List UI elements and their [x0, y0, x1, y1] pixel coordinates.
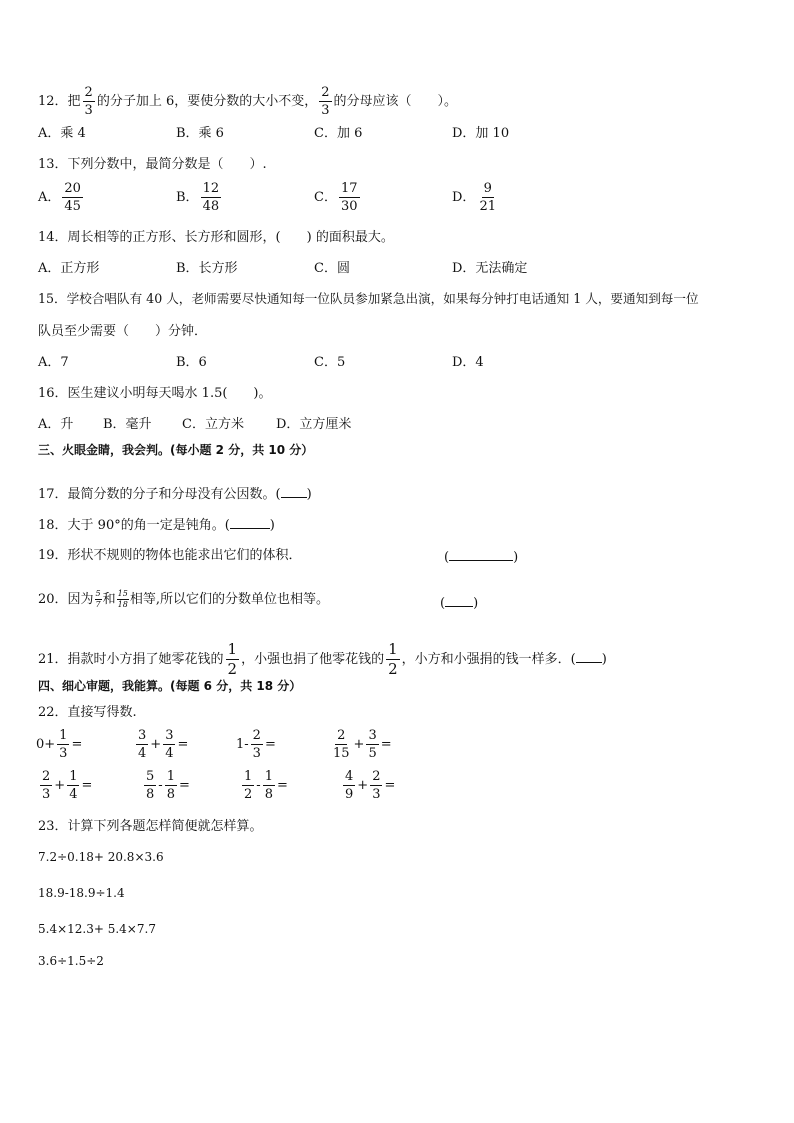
question-16: 16．医生建议小明每天喝水 1.5( )。 [38, 386, 272, 401]
question-12 [38, 86, 457, 117]
operator: + [150, 737, 162, 752]
q22-row-2-expression-2[interactable] [142, 770, 190, 801]
q22-row-1-expression-4[interactable] [329, 729, 392, 760]
q14-option-b[interactable]: B．长方形 [176, 261, 238, 276]
q14-option-d[interactable]: D．无法确定 [452, 261, 528, 276]
expression-prefix: 0+ [36, 737, 56, 752]
q13-option-c[interactable]: C． $\frac{17}{30}$ [314, 181, 358, 214]
section-3-heading: 三、火眼金睛，我会判。(每小题 2 分，共 10 分） [38, 443, 314, 457]
q22-row-2-expression-4[interactable] [341, 770, 395, 801]
q16-option-d[interactable]: D．立方厘米 [276, 417, 352, 432]
q22-row-1-expression-3[interactable] [236, 729, 276, 760]
question-20: 20．因为 $\frac{5}{7}$ 和 $\frac{15}{18}$ 相等,所以它们的分数单位也相等。 [38, 589, 329, 609]
q19-answer: ( ) [444, 550, 519, 565]
operator: + [54, 778, 66, 793]
q12-middle: 的分子加上 6，要使分数的大小不变， [96, 94, 318, 109]
expression-prefix: 1- [236, 737, 249, 752]
equals-sign: = [276, 778, 288, 793]
question-15-line-2: 队员至少需要（ ）分钟． [38, 324, 208, 339]
question-23: 23．计算下列各题怎样简便就怎样算。 [38, 819, 263, 834]
q15-option-a[interactable]: A．7 [38, 355, 69, 370]
question-18: 18．大于 90°的角一定是钝角。( ) [38, 518, 275, 533]
q21-fraction-2: $\frac{1}{2}$ [388, 640, 398, 678]
q17-answer-blank[interactable] [281, 486, 307, 498]
operator: + [353, 737, 365, 752]
operator: - [158, 778, 163, 793]
q12-option-d[interactable]: D．加 10 [452, 126, 510, 141]
equals-sign: = [264, 737, 276, 752]
fraction-operand-a: $\frac{4}{9}$ [345, 769, 354, 802]
q23-item-3: 5.4×12.3+ 5.4×7.7 [38, 922, 156, 936]
fraction-operand-b: $\frac{3}{4}$ [165, 728, 174, 761]
q12-fraction-1: $\frac{2}{3}$ [84, 85, 93, 118]
question-14: 14．周长相等的正方形、长方形和圆形，( ) 的面积最大。 [38, 230, 394, 245]
fraction-operand-a: $\frac{2}{3}$ [42, 769, 51, 802]
q12-option-a[interactable]: A．乘 4 [38, 126, 86, 141]
q23-item-2: 18.9-18.9÷1.4 [38, 886, 125, 900]
q12-option-c[interactable]: C．加 6 [314, 126, 363, 141]
q23-item-4: 3.6÷1.5÷2 [38, 954, 104, 968]
question-13: 13．下列分数中，最简分数是（ ）. [38, 157, 267, 172]
q20-answer: ( ) [440, 596, 479, 611]
fraction-operand-b: $\frac{1}{8}$ [264, 769, 273, 802]
equals-sign: = [178, 778, 190, 793]
q23-item-1: 7.2÷0.18+ 20.8×3.6 [38, 850, 164, 864]
q15-option-b[interactable]: B．6 [176, 355, 207, 370]
fraction-operand-b: $\frac{1}{8}$ [166, 769, 175, 802]
q15-option-d[interactable]: D．4 [452, 355, 484, 370]
fraction-operand-a: $\frac{2}{3}$ [252, 728, 261, 761]
q18-answer-blank[interactable] [230, 517, 270, 529]
operator: + [357, 778, 369, 793]
fraction-operand-a: $\frac{2}{15}$ [333, 728, 350, 761]
question-19: 19．形状不规则的物体也能求出它们的体积． [38, 548, 302, 563]
section-4-heading: 四、细心审题，我能算。(每题 6 分，共 18 分） [38, 679, 302, 693]
q19-answer-blank[interactable] [449, 549, 513, 561]
q12-fraction-2: $\frac{2}{3}$ [321, 85, 330, 118]
q22-row-2-expression-1[interactable] [38, 770, 92, 801]
equals-sign: = [384, 778, 396, 793]
fraction-operand-a: $\frac{3}{4}$ [138, 728, 147, 761]
q13-option-d[interactable]: D． $\frac{9}{21}$ [452, 181, 496, 214]
question-17: 17．最简分数的分子和分母没有公因数。( ) [38, 487, 312, 502]
q16-option-c[interactable]: C．立方米 [182, 417, 244, 432]
fraction-operand-a: $\frac{1}{2}$ [244, 769, 253, 802]
q21-answer-blank[interactable] [576, 651, 602, 663]
q16-option-a[interactable]: A．升 [38, 417, 74, 432]
q12-tail: 的分母应该（ ）。 [333, 94, 458, 109]
question-15-line-1: 15．学校合唱队有 40 人，老师需要尽快通知每一位队员参加紧急出演，如果每分钟打电话通知 1 人，要通知到每一位 [38, 291, 699, 306]
q20-fraction-1: $\frac{5}{7}$ [95, 589, 101, 609]
question-21: 21．捐款时小方捐了她零花钱的 $\frac{1}{2}$ ，小强也捐了他零花钱的 $\frac{1}{2}$ ，小方和小强捐的钱一样多．( ) [38, 640, 607, 678]
equals-sign: = [71, 737, 83, 752]
operator: - [256, 778, 261, 793]
q12-prefix: 12．把 [38, 94, 81, 109]
fraction-operand-a: $\frac{5}{8}$ [146, 769, 155, 802]
q16-option-b[interactable]: B．毫升 [103, 417, 152, 432]
fraction-operand-b: $\frac{2}{3}$ [372, 769, 381, 802]
q20-answer-blank[interactable] [445, 595, 473, 607]
equals-sign: = [380, 737, 392, 752]
q14-option-c[interactable]: C．圆 [314, 261, 350, 276]
q12-option-b[interactable]: B．乘 6 [176, 126, 224, 141]
question-22: 22．直接写得数. [38, 705, 137, 720]
q13-option-b[interactable]: B． $\frac{12}{48}$ [176, 181, 220, 214]
q13-option-a[interactable]: A． $\frac{20}{45}$ [38, 181, 81, 214]
fraction-operand-a: $\frac{1}{3}$ [59, 728, 68, 761]
fraction-operand-b: $\frac{1}{4}$ [69, 769, 78, 802]
equals-sign: = [81, 778, 93, 793]
q22-row-2-expression-3[interactable] [240, 770, 288, 801]
equals-sign: = [177, 737, 189, 752]
q15-option-c[interactable]: C．5 [314, 355, 346, 370]
q14-option-a[interactable]: A．正方形 [38, 261, 100, 276]
q22-row-1-expression-1[interactable] [36, 729, 82, 760]
q21-fraction-1: $\frac{1}{2}$ [227, 640, 238, 678]
q20-fraction-2: $\frac{15}{18}$ [117, 589, 128, 609]
q22-row-1-expression-2[interactable] [134, 729, 188, 760]
fraction-operand-b: $\frac{3}{5}$ [368, 728, 377, 761]
